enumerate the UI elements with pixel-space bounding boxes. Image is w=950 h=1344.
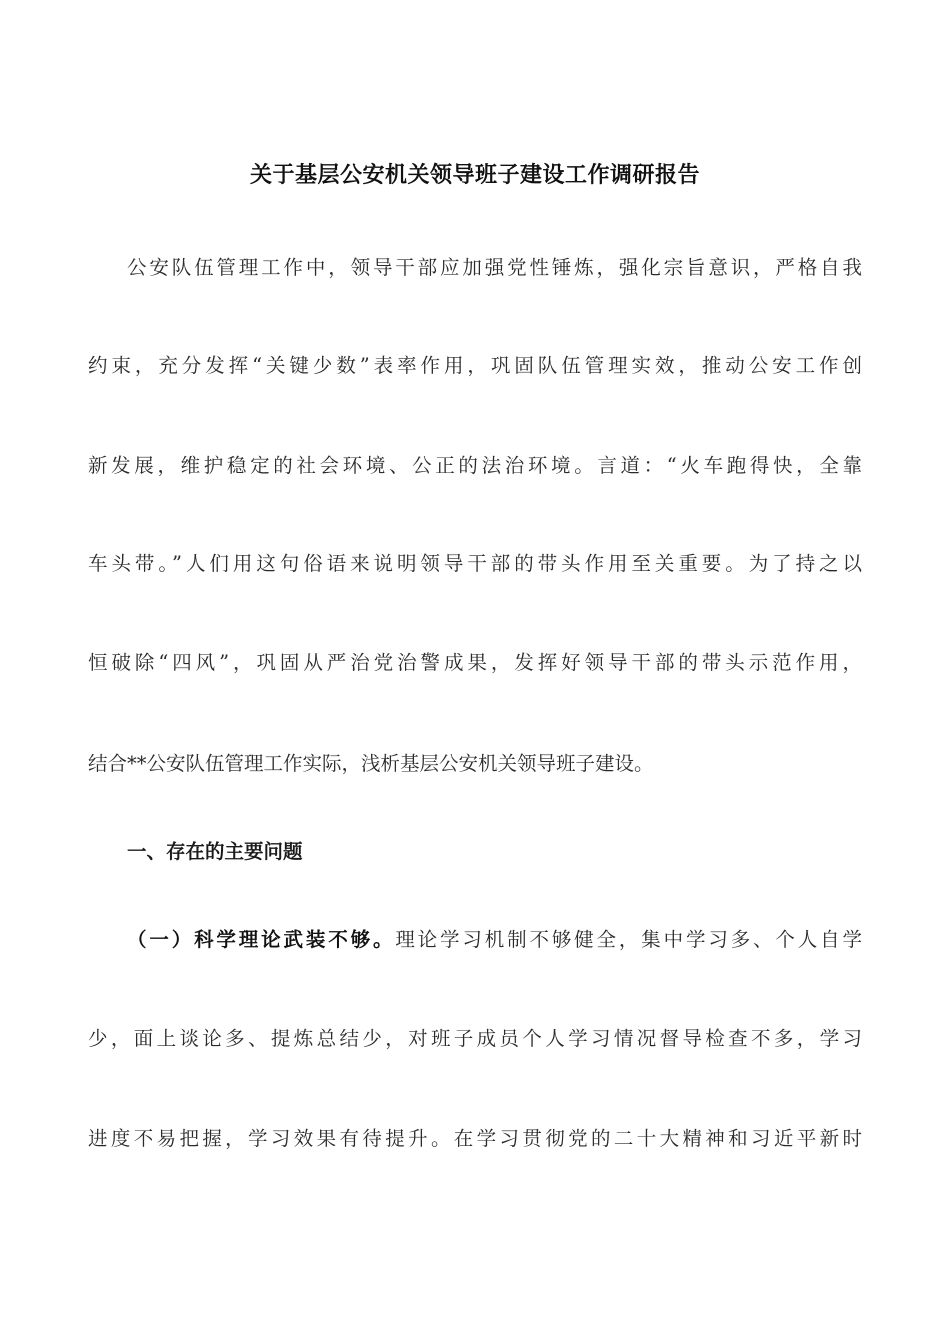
intro-line-5: 恒破除“四风”，巩固从严治党治警成果，发挥好领导干部的带头示范作用， <box>88 651 862 674</box>
subsection-lead: （一）科学理论武装不够。 <box>127 928 396 951</box>
intro-line-4: 车头带。”人们用这句俗语来说明领导干部的带头作用至关重要。为了持之以 <box>88 552 862 575</box>
intro-line-3: 新发展，维护稳定的社会环境、公正的法治环境。言道：“火车跑得快，全靠 <box>88 454 862 477</box>
subsection-line-2: 少，面上谈论多、提炼总结少，对班子成员个人学习情况督导检查不多，学习 <box>88 1027 862 1050</box>
section-heading: 一、存在的主要问题 <box>127 840 303 863</box>
intro-line-2: 约束，充分发挥“关键少数”表率作用，巩固队伍管理实效，推动公安工作创 <box>88 354 862 377</box>
subsection-line-3: 进度不易把握，学习效果有待提升。在学习贯彻党的二十大精神和习近平新时 <box>88 1127 862 1150</box>
document-title: 关于基层公安机关领导班子建设工作调研报告 <box>249 163 700 188</box>
intro-line-6: 结合**公安队伍管理工作实际，浅析基层公安机关领导班子建设。 <box>88 752 654 775</box>
intro-line-1: 公安队伍管理工作中，领导干部应加强党性锤炼，强化宗旨意识，严格自我 <box>127 256 862 279</box>
subsection-first-line-text: 理论学习机制不够健全，集中学习多、个人自学 <box>395 928 862 951</box>
subsection-first-line <box>127 924 862 956</box>
